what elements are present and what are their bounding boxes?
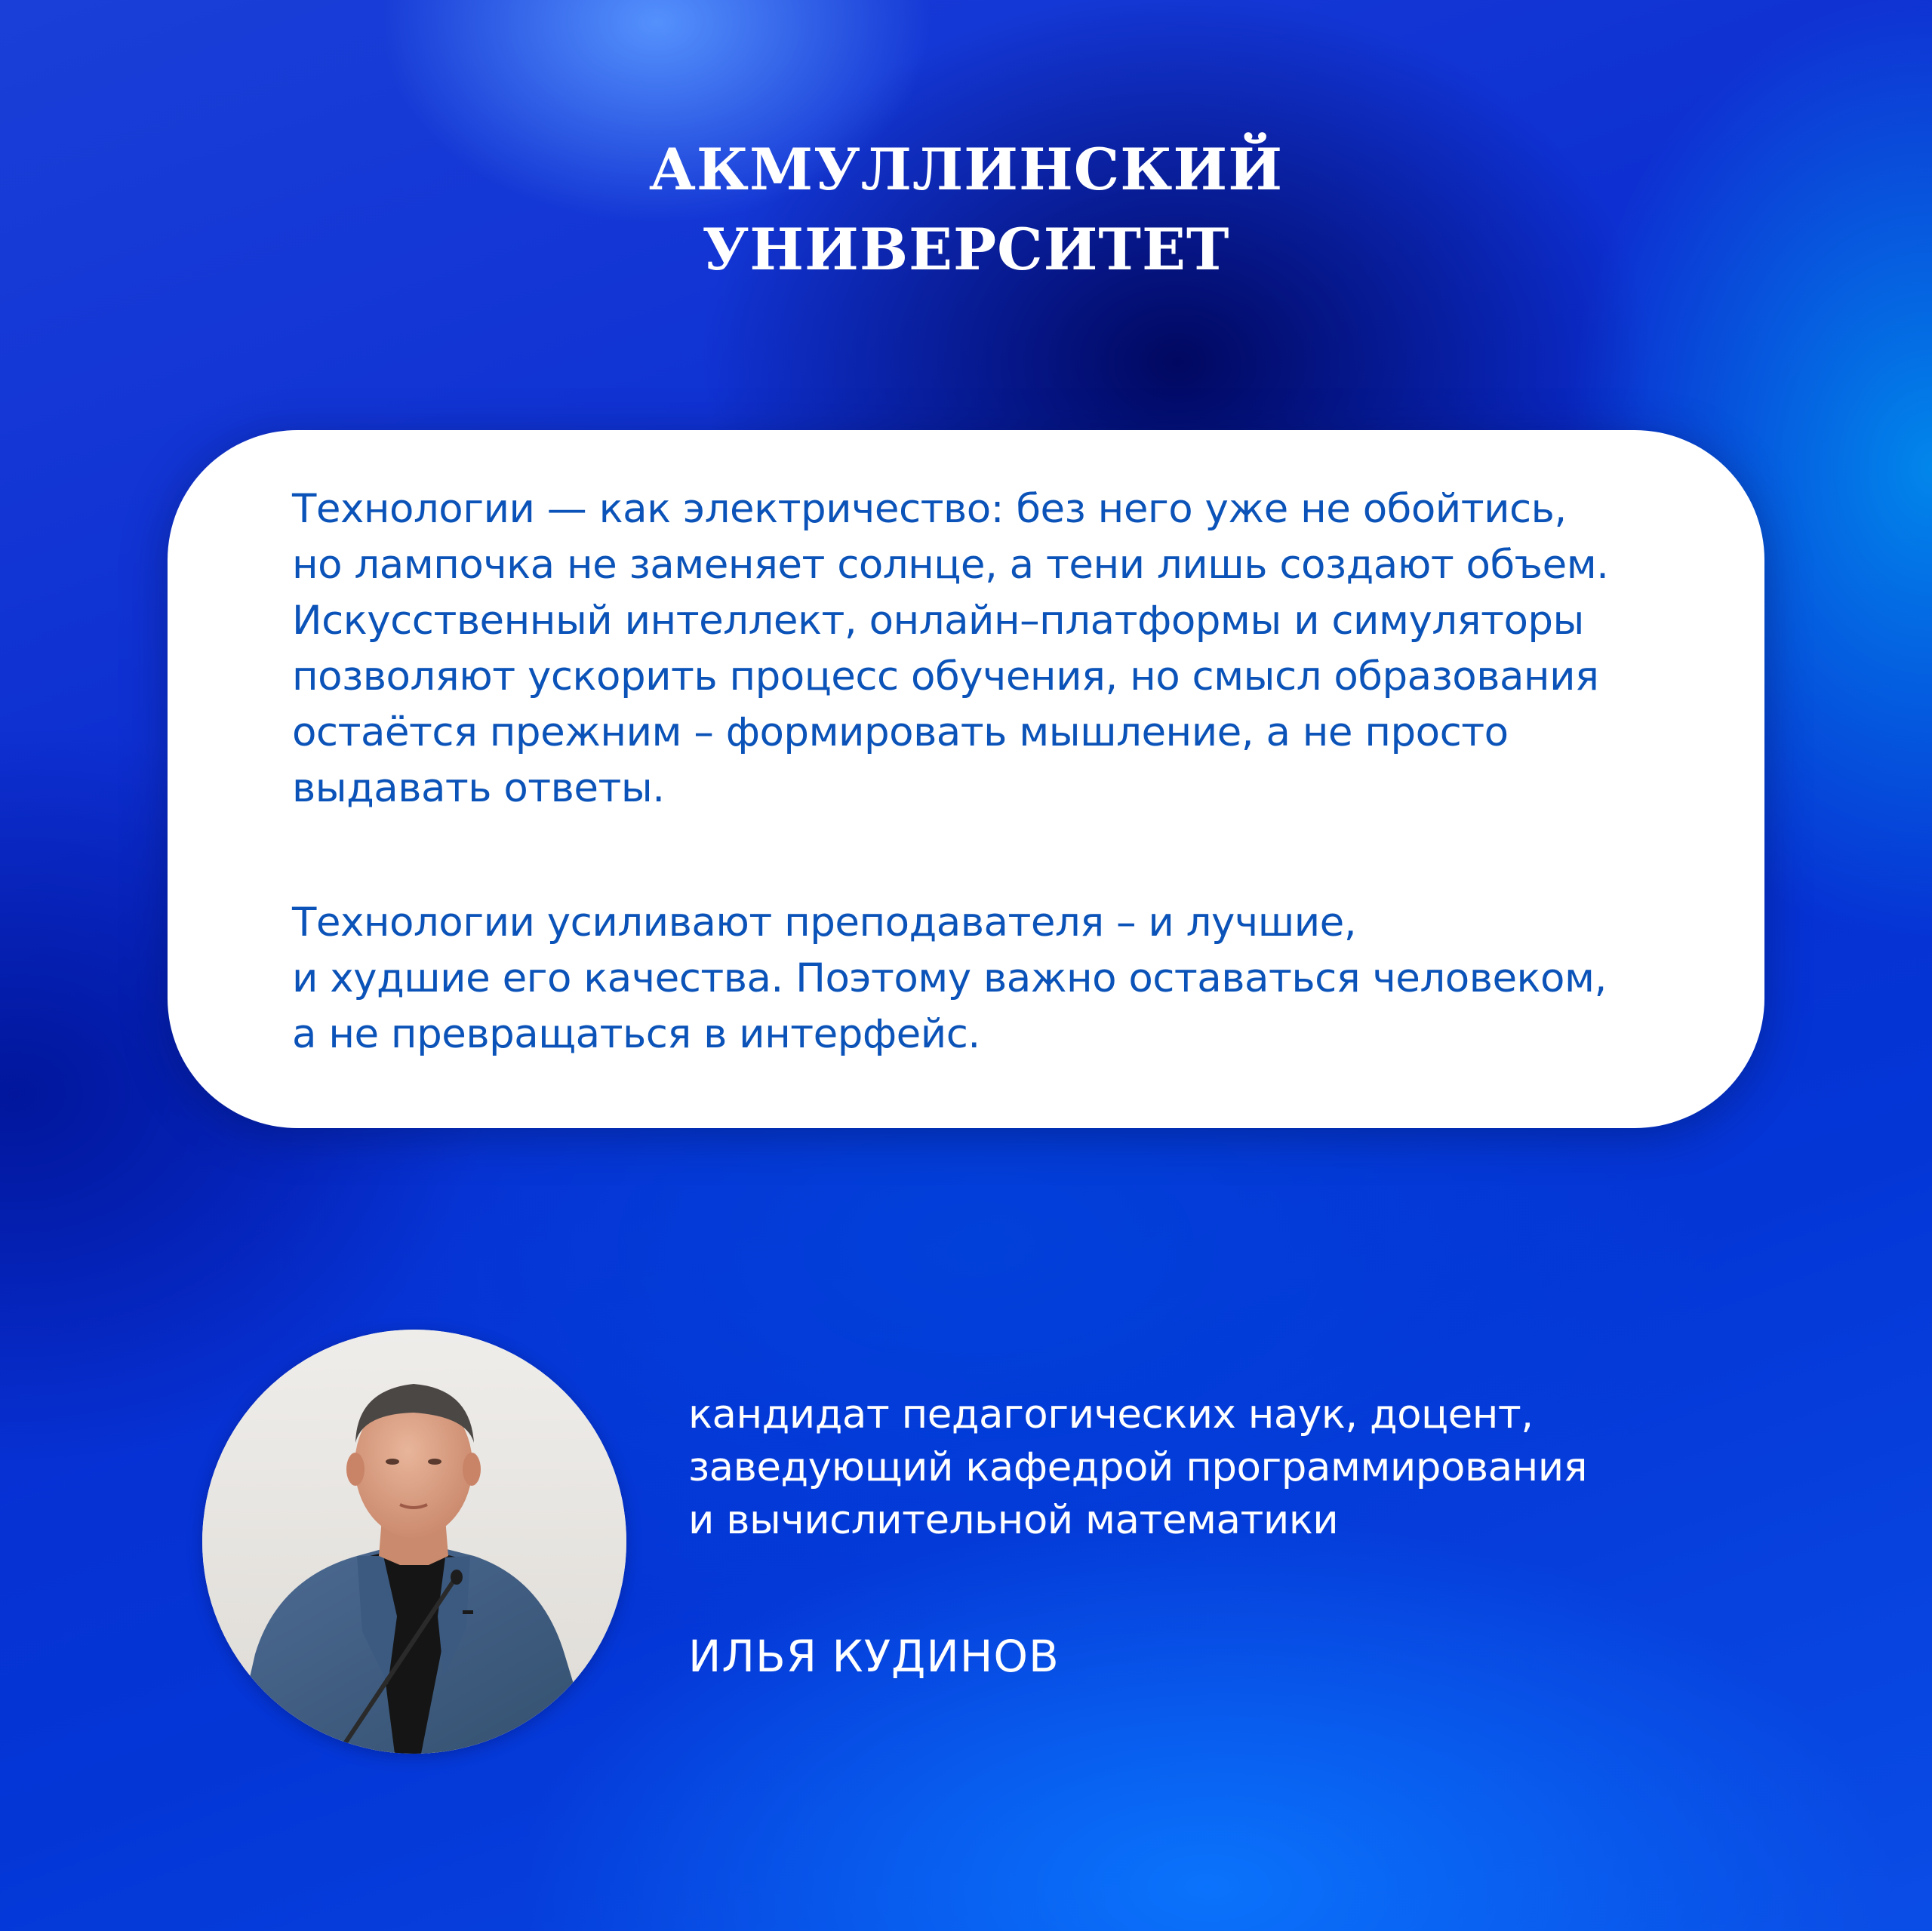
speaker-name: ИЛЬЯ КУДИНОВ bbox=[688, 1631, 1060, 1682]
quote-line: Искусственный интеллект, онлайн–платформы и симуляторы bbox=[292, 598, 1584, 644]
quote-line: а не превращаться в интерфейс. bbox=[292, 1011, 980, 1057]
quote-line: но лампочка не заменяет солнце, а тени лишь создают объем. bbox=[292, 542, 1609, 588]
speaker-title-line: и вычислительной математики bbox=[688, 1497, 1339, 1543]
brand-line-1: АКМУЛЛИНСКИЙ bbox=[648, 136, 1284, 203]
speaker-photo bbox=[202, 1330, 626, 1754]
quote-line: выдавать ответы. bbox=[292, 765, 665, 811]
speaker-title-line: заведующий кафедрой программирования bbox=[688, 1444, 1588, 1490]
brand-line-2: УНИВЕРСИТЕТ bbox=[702, 216, 1230, 283]
quote-line: позволяют ускорить процесс обучения, но смысл образования bbox=[292, 653, 1599, 700]
university-logo-text bbox=[0, 130, 1932, 290]
quote-line: Технологии — как электричество: без него уже не обойтись, bbox=[292, 486, 1567, 532]
quote-paragraph-1 bbox=[292, 481, 1726, 816]
quote-line: остаётся прежним – формировать мышление, а не просто bbox=[292, 709, 1509, 755]
quote-card bbox=[168, 430, 1764, 1128]
speaker-title-line: кандидат педагогических наук, доцент, bbox=[688, 1391, 1534, 1437]
quote-line: и худшие его качества. Поэтому важно оставаться человеком, bbox=[292, 955, 1607, 1001]
speaker-title bbox=[688, 1388, 1587, 1547]
speaker-portrait bbox=[202, 1330, 626, 1754]
quote-paragraph-2 bbox=[292, 895, 1726, 1062]
quote-line: Технологии усиливают преподавателя – и лучшие, bbox=[292, 899, 1357, 946]
